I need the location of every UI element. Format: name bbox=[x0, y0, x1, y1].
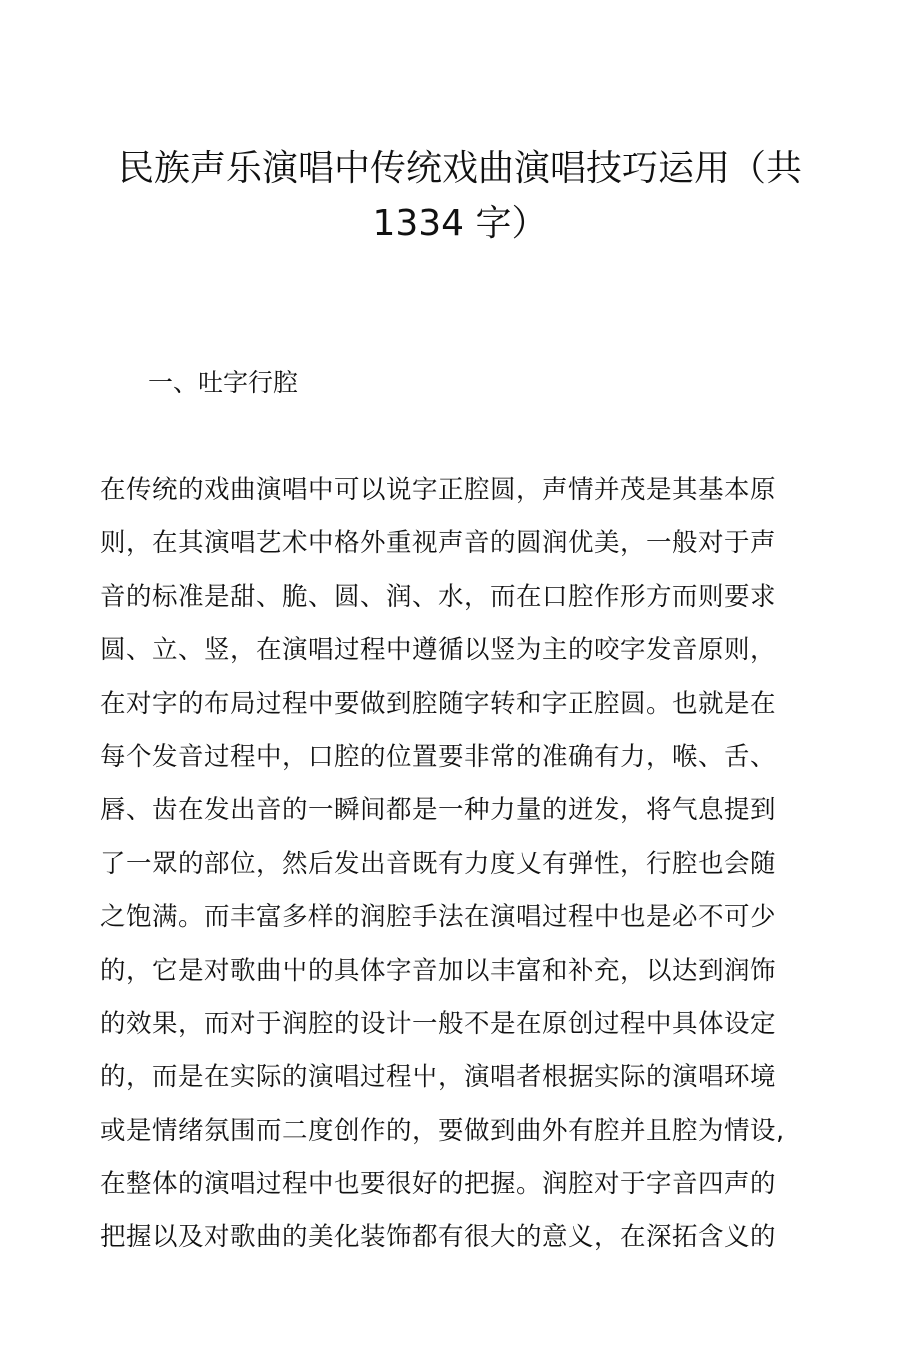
body-line: 的效果，而对于润腔的设计一般不是在原创过程中具体设定 bbox=[100, 1008, 777, 1039]
body-paragraph bbox=[100, 470, 800, 1271]
body-line: 在对字的布局过程中要做到腔随字转和字正腔圆。也就是在 bbox=[100, 688, 777, 719]
body-line: 了一眾的部位，然后发出音既有力度乂有弹性，行腔也会随 bbox=[100, 848, 777, 879]
body-line: 或是情绪氛围而二度创作的，要做到曲外有腔并且腔为情设, bbox=[100, 1115, 785, 1146]
body-line: 圆、立、竖，在演唱过程中遵循以竖为主的咬字发音原则， bbox=[100, 635, 777, 666]
body-line: 的，它是对歌曲屮的具体字音加以丰富和补充，以达到润饰 bbox=[100, 955, 777, 986]
document-title-line-1: 民族声乐演唱中传统戏曲演唱技巧运用（共 bbox=[117, 148, 802, 189]
body-line: 在整体的演唱过程中也要很好的把握。润腔对于字音四声的 bbox=[100, 1169, 777, 1200]
body-line: 音的标准是甜、脆、圆、润、水，而在口腔作形方而则要求 bbox=[100, 581, 777, 612]
body-line: 的，而是在实际的演唱过程屮，演唱者根据实际的演唱环境 bbox=[100, 1062, 777, 1093]
document-title-line-2: 1334 字） bbox=[372, 203, 548, 244]
body-line: 把握以及对歌曲的美化装饰都有很大的意义，在深拓含义的 bbox=[100, 1222, 777, 1253]
body-line: 唇、齿在发出音的一瞬间都是一种力量的迸发，将气息提到 bbox=[100, 795, 777, 826]
body-line: 则，在其演唱艺术中格外重视声音的圆润优美，一般对于声 bbox=[100, 528, 777, 559]
body-line: 之饱满。而丰富多样的润腔手法在演唱过程中也是必不可少 bbox=[100, 902, 777, 933]
section-heading: 一、吐字行腔 bbox=[148, 368, 299, 397]
body-line: 每个发音过程中，口腔的位置要非常的准确有力，喉、舌、 bbox=[100, 741, 777, 772]
body-line: 在传统的戏曲演唱中可以说字正腔圆，声情并茂是其基本原 bbox=[100, 475, 777, 505]
